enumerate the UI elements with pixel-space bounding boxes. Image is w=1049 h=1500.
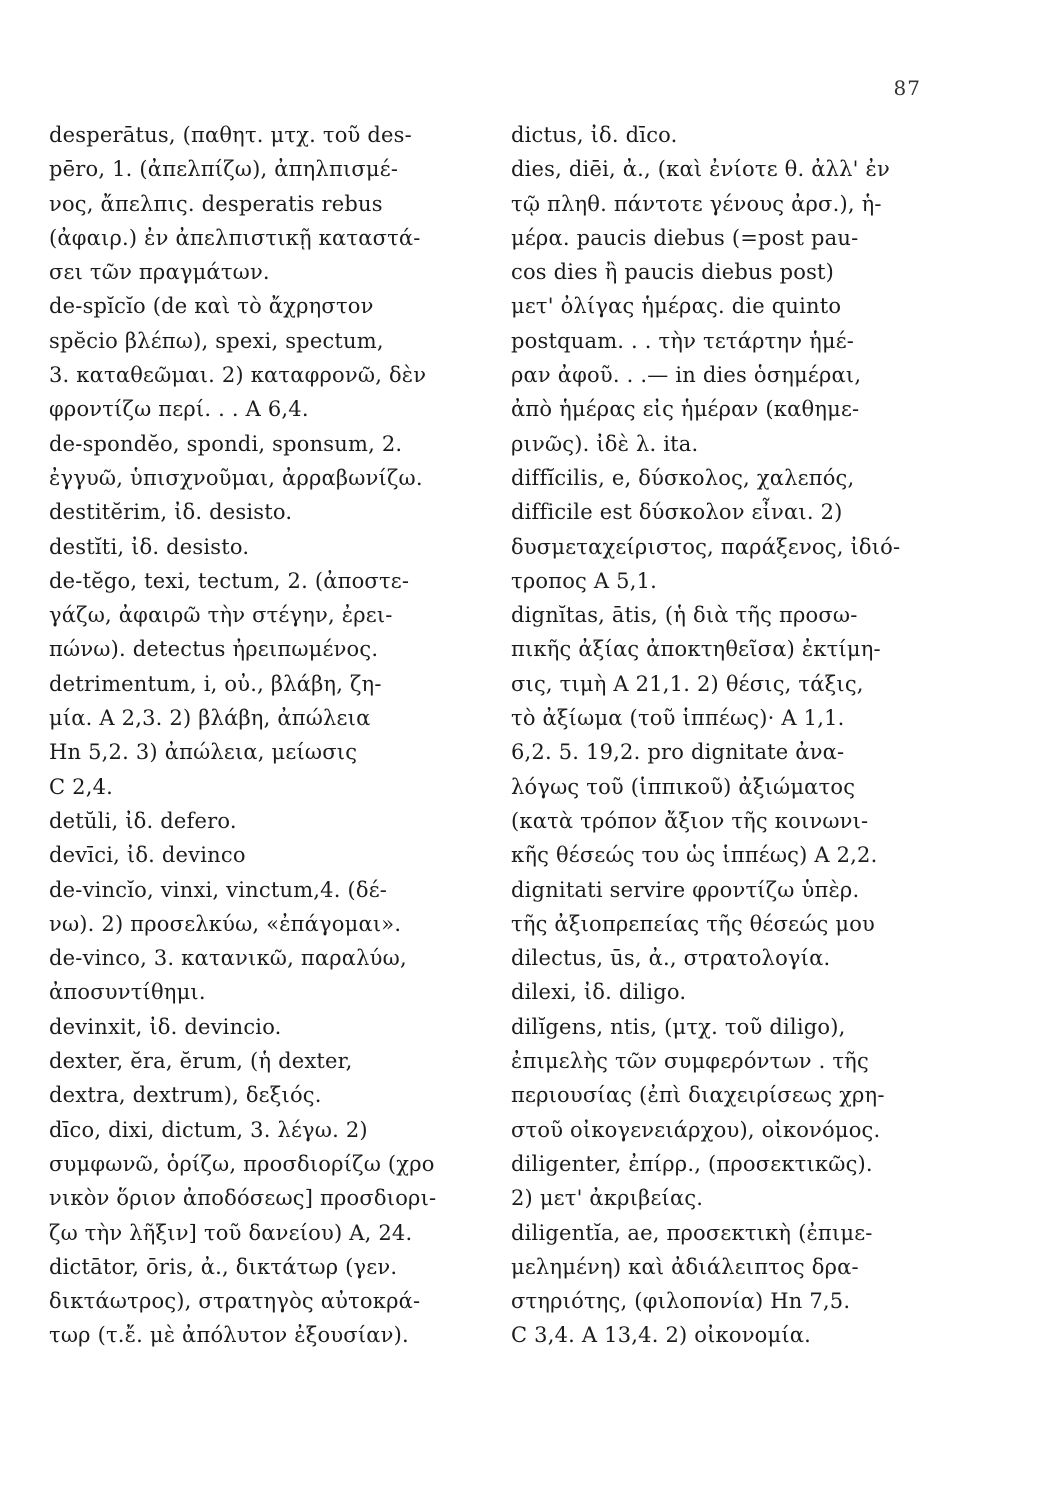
dictionary-line: τωρ (τ.ἔ. μὲ ἀπόλυτον ἐξουσίαν). xyxy=(49,1323,409,1348)
dictionary-line: στοῦ οἰκογενειάρχου), οἰκονόμος. xyxy=(511,1117,881,1142)
dictionary-line: diffĭcilis, e, δύσκολος, χαλεπός, xyxy=(511,465,855,490)
dictionary-line: σει τῶν πραγμάτων. xyxy=(49,260,270,285)
dictionary-line: spĕcio βλέπω), spexi, spectum, xyxy=(49,328,384,353)
dictionary-line: dignĭtas, ātis, (ἡ διὰ τῆς προσω- xyxy=(511,603,858,628)
dictionary-line: τὸ ἀξίωμα (τοῦ ἱππέως)· A 1,1. xyxy=(511,706,845,731)
dictionary-line: συμφωνῶ, ὁρίζω, προσδιορίζω (χρο xyxy=(49,1151,435,1176)
dictionary-line: diligentĭa, ae, προσεκτικὴ (ἐπιμε- xyxy=(511,1220,873,1245)
dictionary-line: ἀπὸ ἡμέρας εἰς ἡμέραν (καθημε- xyxy=(511,397,860,422)
dictionary-line: δικτάωτρος), στρατηγὸς αὐτοκρά- xyxy=(49,1289,421,1314)
dictionary-line: desperātus, (παθητ. μτχ. τοῦ des- xyxy=(49,123,412,147)
dictionary-line: περιουσίας (ἐπὶ διαχειρίσεως χρη- xyxy=(511,1083,885,1108)
dictionary-line: τῷ πληθ. πάντοτε γένους ἀρσ.), ἡ- xyxy=(511,191,882,216)
dictionary-line: ἐγγυῶ, ὑπισχνοῦμαι, ἀρραβωνίζω. xyxy=(49,465,423,490)
dictionary-line: dilĭgens, ntis, (μτχ. τοῦ diligo), xyxy=(511,1014,846,1039)
dictionary-line: (ἀφαιρ.) ἐν ἀπελπιστικῇ καταστά- xyxy=(49,225,421,250)
dictionary-line: 2) μετ' ἀκριβείας. xyxy=(511,1186,704,1211)
dictionary-line: ραν ἀφοῦ. . .— in dies ὁσημέραι, xyxy=(511,363,862,388)
dictionary-line: ζω τὴν λῆξιν] τοῦ δανείου) A, 24. xyxy=(49,1220,413,1245)
dictionary-line: σις, τιμὴ A 21,1. 2) θέσις, τάξις, xyxy=(511,671,864,696)
dictionary-line: φροντίζω περί. . . A 6,4. xyxy=(49,397,309,422)
dictionary-line: (κατὰ τρόπον ἄξιον τῆς κοινωνι- xyxy=(511,808,869,833)
dictionary-line: destĭti, ἰδ. desisto. xyxy=(49,534,250,559)
dictionary-line: devīci, ἰδ. devinco xyxy=(49,843,246,868)
dictionary-line: C 3,4. A 13,4. 2) οἰκονομία. xyxy=(511,1323,812,1348)
dictionary-line: detŭli, ἰδ. defero. xyxy=(49,808,237,833)
dictionary-line: μετ' ὀλίγας ἡμέρας. die quinto xyxy=(511,294,842,319)
dictionary-line: τῆς ἀξιοπρεπείας τῆς θέσεώς μου xyxy=(511,911,876,936)
dictionary-line: dies, diēi, ἀ., (καὶ ἐνίοτε θ. ἀλλ' ἐν xyxy=(511,157,890,182)
dictionary-line: πώνω). detectus ἠρειπωμένος. xyxy=(49,637,379,662)
dictionary-line: 3. καταθεῶμαι. 2) καταφρονῶ, δὲν xyxy=(49,363,427,388)
dictionary-line: 6,2. 5. 19,2. pro dignitate ἀνα- xyxy=(511,740,845,765)
dictionary-line: detrimentum, i, οὐ., βλάβη, ζη- xyxy=(49,671,382,696)
dictionary-line: de-spondĕo, spondi, sponsum, 2. xyxy=(49,431,403,456)
dictionary-line: dextra, dextrum), δεξιός. xyxy=(49,1083,322,1108)
dictionary-line: de-vincĭo, vinxi, vinctum,4. (δέ- xyxy=(49,877,388,902)
dictionary-line: στηριότης, (φιλοπονία) Hn 7,5. xyxy=(511,1289,851,1314)
dictionary-line: νικὸν ὅριον ἀποδόσεως] προσδιορι- xyxy=(49,1186,437,1211)
dictionary-line: ἐπιμελὴς τῶν συμφερόντων . τῆς xyxy=(511,1049,869,1074)
dictionary-line: ἀποσυντίθημι. xyxy=(49,980,206,1005)
left-column xyxy=(49,118,499,1353)
dictionary-line: μελημένη) καὶ ἀδιάλειπτος δρα- xyxy=(511,1254,859,1279)
dictionary-line: diligenter, ἐπίρρ., (προσεκτικῶς). xyxy=(511,1151,873,1176)
dictionary-line: dignitati servire φροντίζω ὑπὲρ. xyxy=(511,877,860,902)
dictionary-line: νος, ἄπελπις. desperatis rebus xyxy=(49,191,383,216)
dictionary-line: de-spĭcĭo (de καὶ τὸ ἄχρηστον xyxy=(49,294,374,319)
page-number: 87 xyxy=(893,76,921,100)
dictionary-line: Hn 5,2. 3) ἀπώλεια, μείωσις xyxy=(49,740,358,765)
dictionary-line: dictātor, ōris, ἀ., δικτάτωρ (γεν. xyxy=(49,1254,398,1279)
dictionary-line: νω). 2) προσελκύω, «ἐπάγομαι». xyxy=(49,911,402,936)
dictionary-line: κῆς θέσεώς του ὡς ἱππέως) A 2,2. xyxy=(511,843,878,868)
dictionary-line: μία. A 2,3. 2) βλάβη, ἀπώλεια xyxy=(49,706,371,731)
dictionary-line: dīco, dixi, dictum, 3. λέγω. 2) xyxy=(49,1117,368,1142)
dictionary-line: cos dies ἢ paucis diebus post) xyxy=(511,260,835,285)
dictionary-line: pēro, 1. (ἀπελπίζω), ἀπηλπισμέ- xyxy=(49,157,399,182)
dictionary-line: C 2,4. xyxy=(49,774,114,799)
right-column xyxy=(511,118,951,1353)
dictionary-line: de-tĕgo, texi, tectum, 2. (ἀποστε- xyxy=(49,568,410,593)
dictionary-line: μέρα. paucis diebus (=post pau- xyxy=(511,225,859,250)
dictionary-line: devinxit, ἰδ. devincio. xyxy=(49,1014,282,1039)
dictionary-line: δυσμεταχείριστος, παράξενος, ἰδιό- xyxy=(511,534,901,559)
dictionary-line: λόγως τοῦ (ἱππικοῦ) ἀξιώματος xyxy=(511,774,856,799)
dictionary-line: dilexi, ἰδ. diligo. xyxy=(511,980,687,1005)
dictionary-line: de-vinco, 3. κατανικῶ, παραλύω, xyxy=(49,946,407,971)
dictionary-line: ρινῶς). ἰδὲ λ. ita. xyxy=(511,431,699,456)
dictionary-line: πικῆς ἀξίας ἀποκτηθεῖσα) ἐκτίμη- xyxy=(511,637,881,662)
dictionary-line: destitĕrim, ἰδ. desisto. xyxy=(49,500,293,525)
dictionary-line: τροπος A 5,1. xyxy=(511,568,658,593)
dictionary-line: γάζω, ἀφαιρῶ τὴν στέγην, ἐρει- xyxy=(49,603,393,628)
dictionary-line: dilectus, ūs, ἀ., στρατολογία. xyxy=(511,946,831,971)
dictionary-line: dictus, ἰδ. dīco. xyxy=(511,123,678,147)
dictionary-line: dexter, ĕra, ĕrum, (ἡ dexter, xyxy=(49,1049,353,1074)
dictionary-line: difficile est δύσκολον εἶναι. 2) xyxy=(511,500,843,525)
dictionary-line: postquam. . . τὴν τετάρτην ἡμέ- xyxy=(511,328,855,353)
